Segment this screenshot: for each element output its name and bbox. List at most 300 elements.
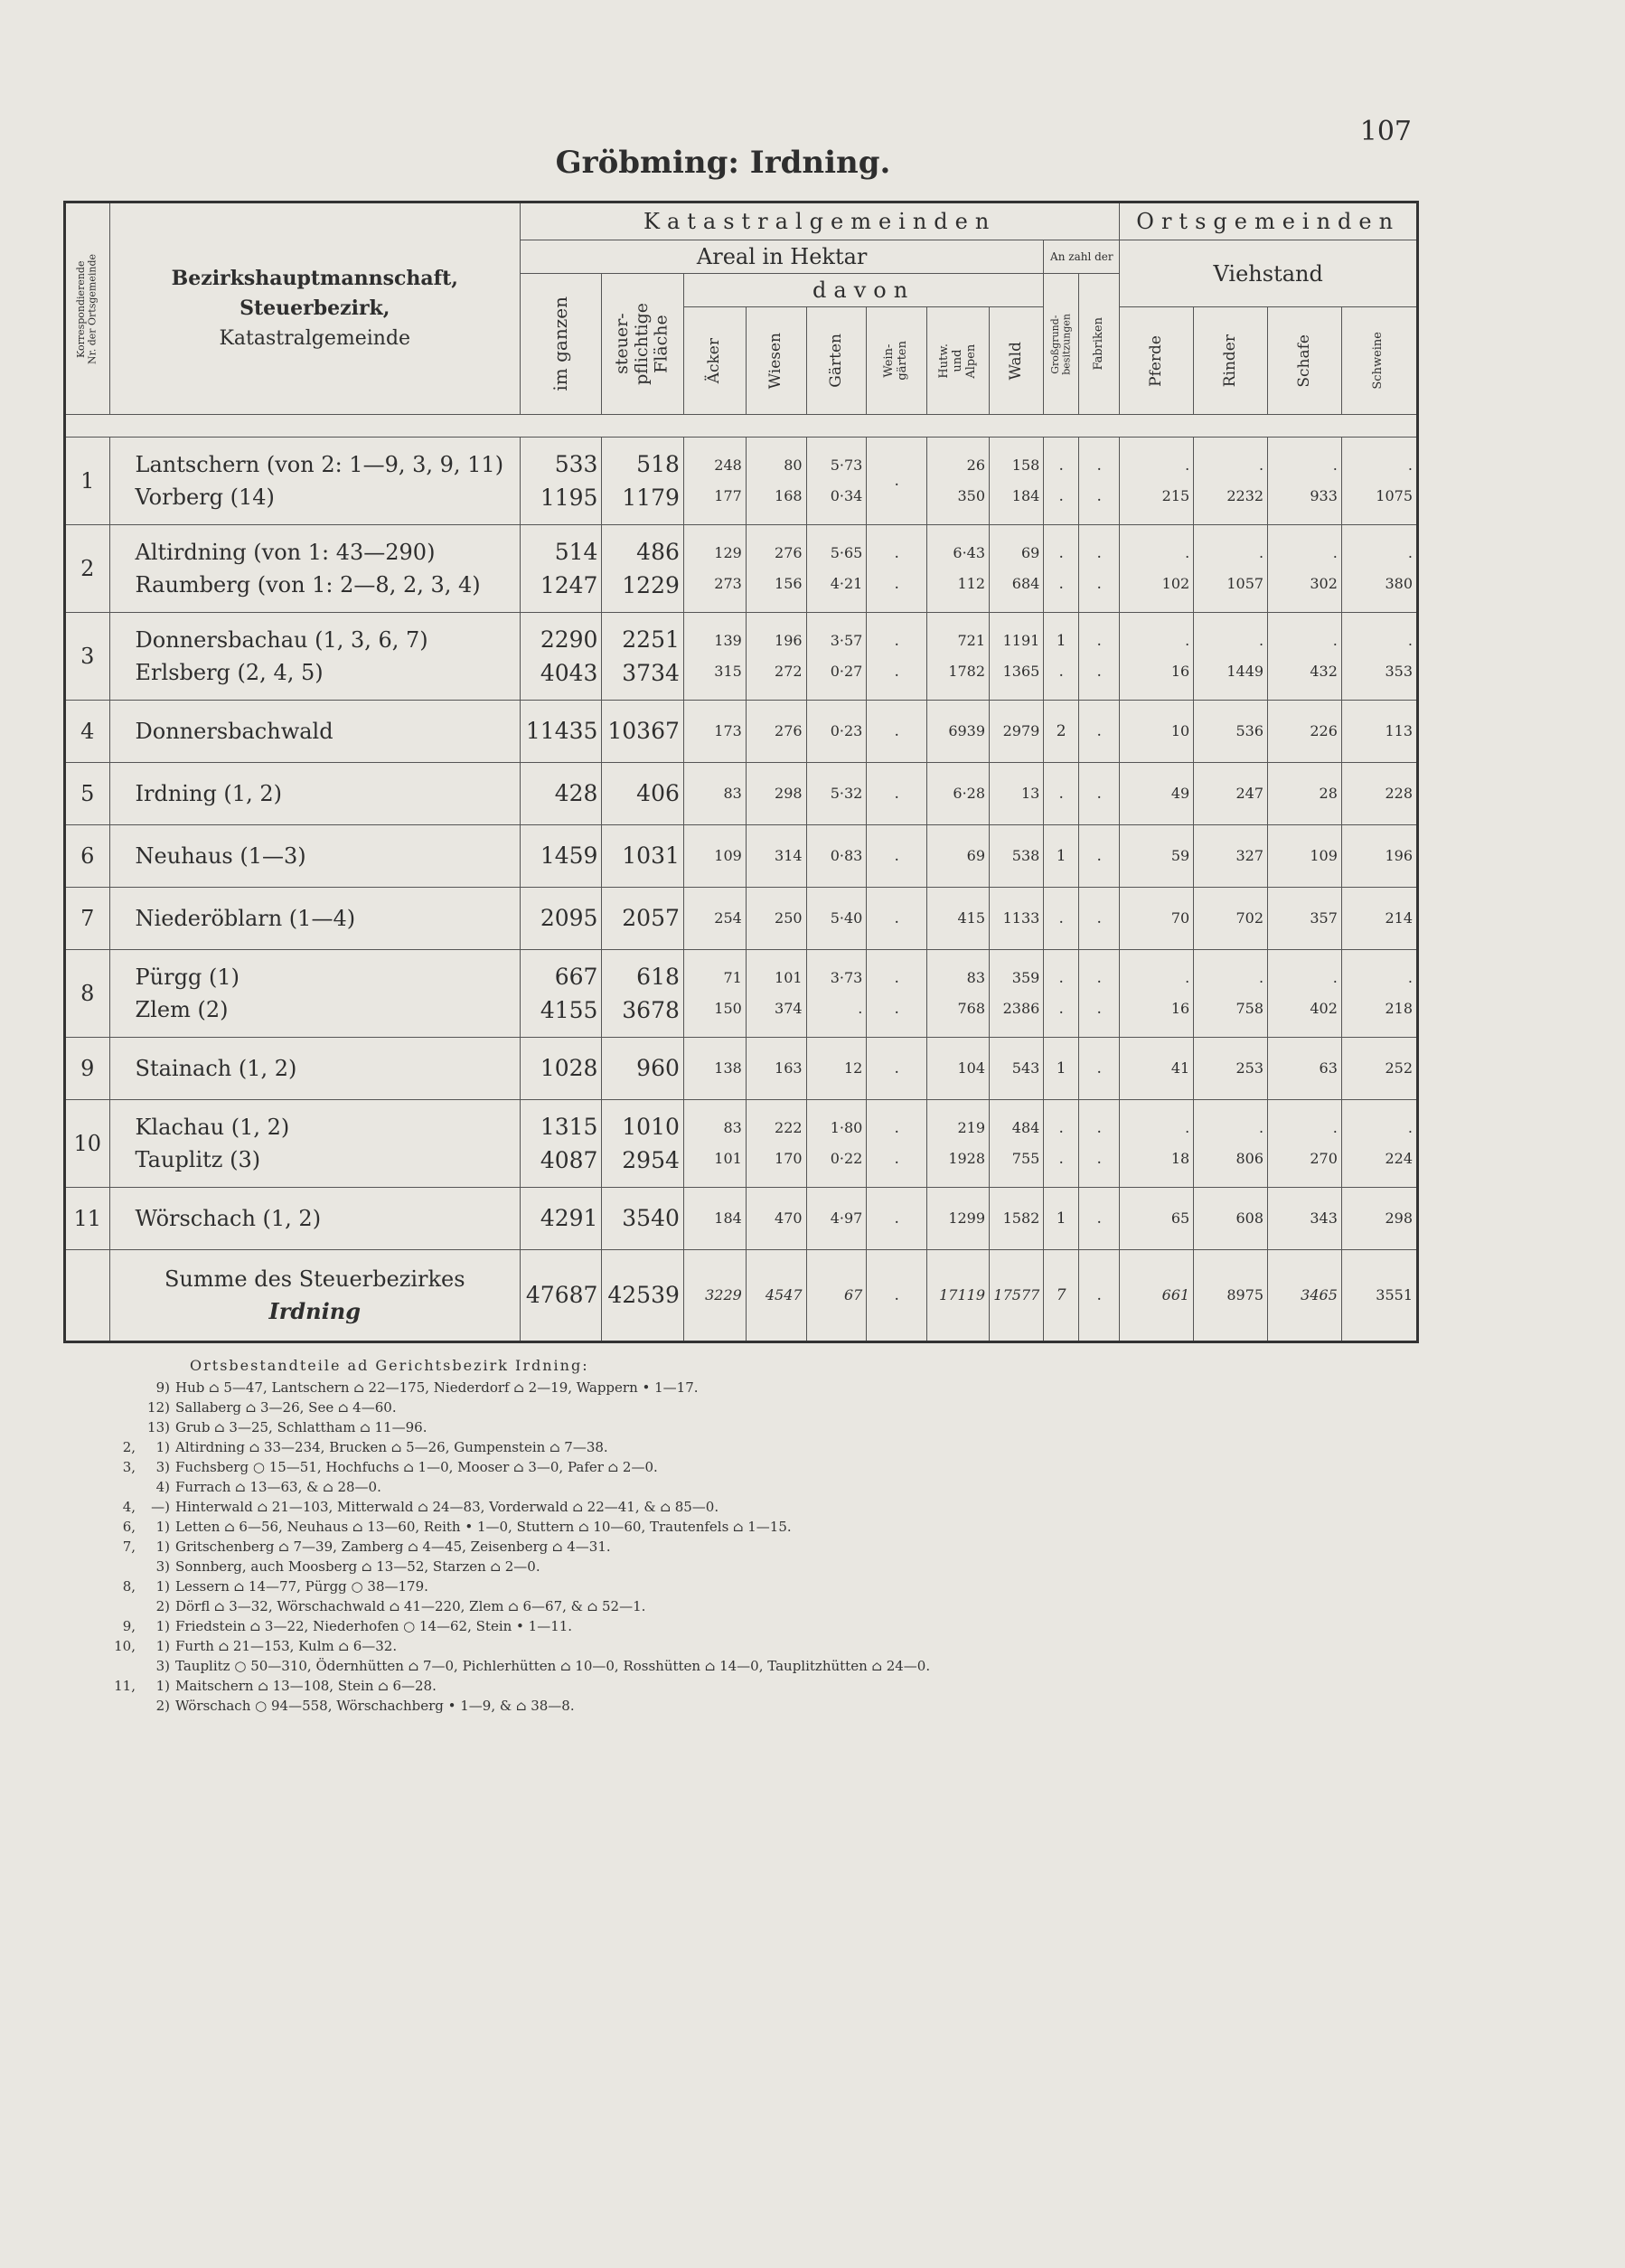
wiesen-cell xyxy=(746,825,806,888)
wein-value: . xyxy=(894,909,899,927)
hutw-cell xyxy=(927,701,990,763)
wein-cell xyxy=(867,1038,927,1100)
katastralgemeinde-name: Klachau (1, 2) xyxy=(135,1115,290,1140)
schafe-value: . xyxy=(1332,632,1338,650)
gaerten-value: 5·40 xyxy=(830,909,863,927)
footnote-line xyxy=(90,1696,1374,1716)
fab-cell xyxy=(1079,763,1120,825)
wein-cell xyxy=(867,1188,927,1250)
footnote-group xyxy=(90,1696,141,1716)
aecker-value: 273 xyxy=(714,575,742,592)
schafe-value: 226 xyxy=(1310,722,1338,740)
summary-wald: 17577 xyxy=(990,1250,1044,1342)
schafe-value: . xyxy=(1332,544,1338,562)
footnote-group xyxy=(90,1477,141,1497)
table-row xyxy=(65,1038,1418,1100)
steuer-cell xyxy=(602,525,683,613)
steuer-value: 486 xyxy=(636,538,680,565)
pferde-cell xyxy=(1120,1100,1194,1188)
wald-value: 1582 xyxy=(1002,1209,1040,1228)
pferde-value: 18 xyxy=(1170,1150,1190,1167)
summary-title: Summe des Steuerbezirkes xyxy=(164,1266,465,1292)
header-grossgrundbesitzungen: Großgrund- besitzungen xyxy=(1044,274,1079,415)
wein-value: . xyxy=(894,785,899,803)
ganz-cell xyxy=(520,950,601,1038)
wald-value: 1191 xyxy=(1002,632,1040,650)
wald-cell xyxy=(990,1100,1044,1188)
gaerten-value: 5·65 xyxy=(830,544,863,562)
footnote-group xyxy=(90,1557,141,1576)
hutw-cell xyxy=(927,438,990,525)
ganz-value: 2290 xyxy=(540,626,598,653)
footnote-text: Sonnberg, auch Moosberg ⌂ 13—52, Starzen ⌂ 2—0. xyxy=(175,1558,540,1575)
pferde-value: 49 xyxy=(1170,785,1190,803)
header-areal: Areal in Hektar xyxy=(520,240,1043,274)
footnote-text: Fuchsberg ○ 15—51, Hochfuchs ⌂ 1—0, Mooser ⌂ 3—0, Pafer ⌂ 2—0. xyxy=(175,1459,658,1475)
katastralgemeinde-name: Vorberg (14) xyxy=(135,485,275,510)
gross-cell xyxy=(1044,701,1079,763)
fab-value: . xyxy=(1096,456,1102,475)
steuer-value: 2954 xyxy=(622,1147,680,1173)
summary-schafe: 3465 xyxy=(1268,1250,1342,1342)
summary-pferde: 661 xyxy=(1120,1250,1194,1342)
fab-cell xyxy=(1079,701,1120,763)
gaerten-value: 0·23 xyxy=(830,722,863,740)
ganz-value: 1315 xyxy=(540,1113,598,1140)
ganz-value: 4155 xyxy=(540,997,598,1023)
schweine-value: . xyxy=(1407,544,1413,562)
footnote-index: 2) xyxy=(155,1598,170,1614)
wiesen-value: 314 xyxy=(775,847,803,865)
wein-value: . xyxy=(894,663,899,681)
steuer-cell xyxy=(602,1188,683,1250)
wald-cell xyxy=(990,613,1044,701)
hutw-cell xyxy=(927,825,990,888)
ganz-value: 1247 xyxy=(540,572,598,598)
row-number: 6 xyxy=(65,825,110,888)
wald-cell xyxy=(990,438,1044,525)
row-names xyxy=(109,525,520,613)
gross-cell xyxy=(1044,950,1079,1038)
ganz-value: 2095 xyxy=(540,905,598,932)
wald-cell xyxy=(990,1038,1044,1100)
schafe-cell xyxy=(1268,1188,1342,1250)
header-ortsgemeinden: Ortsgemeinden xyxy=(1120,202,1418,240)
katastralgemeinde-name: Donnersbachwald xyxy=(135,719,333,744)
footnote-index: 1) xyxy=(155,1678,170,1694)
gaerten-cell xyxy=(806,825,867,888)
katastralgemeinde-name: Niederöblarn (1—4) xyxy=(135,906,356,931)
summary-hutw: 17119 xyxy=(927,1250,990,1342)
wein-value: . xyxy=(894,1000,899,1018)
wein-value: . xyxy=(894,847,899,865)
ganz-cell xyxy=(520,525,601,613)
footnote-line xyxy=(90,1676,1374,1696)
fab-value: . xyxy=(1096,1119,1102,1137)
aecker-value: 315 xyxy=(714,663,742,680)
summary-row xyxy=(65,1250,1418,1342)
aecker-cell xyxy=(683,525,746,613)
steuer-cell xyxy=(602,1038,683,1100)
header-gaerten: Gärten xyxy=(806,307,867,415)
schweine-value: 196 xyxy=(1385,847,1413,865)
footnote-index: 3) xyxy=(155,1558,170,1575)
steuer-cell xyxy=(602,950,683,1038)
fab-value: . xyxy=(1096,1150,1102,1168)
wiesen-cell xyxy=(746,525,806,613)
footnote-line xyxy=(90,1497,1374,1517)
fab-value: . xyxy=(1096,969,1102,987)
footnote-text: Furrach ⌂ 13—63, & ⌂ 28—0. xyxy=(175,1479,381,1495)
schweine-value: . xyxy=(1407,1119,1413,1137)
aecker-value: 83 xyxy=(723,1119,742,1137)
gross-cell xyxy=(1044,1038,1079,1100)
wald-value: 69 xyxy=(1020,544,1040,562)
schweine-value: . xyxy=(1407,632,1413,650)
schweine-cell xyxy=(1341,1100,1417,1188)
rinder-cell xyxy=(1194,438,1268,525)
gaerten-cell xyxy=(806,1038,867,1100)
rinder-value: 327 xyxy=(1235,847,1264,865)
ganz-cell xyxy=(520,701,601,763)
aecker-value: 139 xyxy=(714,632,742,650)
statistics-table xyxy=(63,201,1419,1343)
pferde-cell xyxy=(1120,825,1194,888)
aecker-value: 177 xyxy=(714,487,742,504)
schweine-cell xyxy=(1341,1038,1417,1100)
row-number: 10 xyxy=(65,1100,110,1188)
pferde-cell xyxy=(1120,613,1194,701)
row-names xyxy=(109,613,520,701)
footnote-text: Letten ⌂ 6—56, Neuhaus ⌂ 13—60, Reith • 1—0, Stuttern ⌂ 10—60, Trautenfels ⌂ 1—15. xyxy=(175,1519,792,1535)
aecker-value: 129 xyxy=(714,544,742,562)
schweine-value: 353 xyxy=(1385,663,1413,680)
hutw-cell xyxy=(927,525,990,613)
schafe-value: 402 xyxy=(1310,1000,1338,1017)
schafe-value: 302 xyxy=(1310,575,1338,592)
footnote-index: 2) xyxy=(155,1698,170,1714)
fab-value: . xyxy=(1096,785,1102,803)
footnote-line xyxy=(90,1457,1374,1477)
row-names xyxy=(109,1188,520,1250)
rinder-value: 608 xyxy=(1235,1209,1264,1228)
wiesen-value: 272 xyxy=(775,663,803,680)
aecker-cell xyxy=(683,763,746,825)
footnote-text: Gritschenberg ⌂ 7—39, Zamberg ⌂ 4—45, Zeisenberg ⌂ 4—31. xyxy=(175,1539,611,1555)
footnote-line xyxy=(90,1596,1374,1616)
schafe-value: 933 xyxy=(1310,487,1338,504)
katastralgemeinde-name: Altirdning (von 1: 43—290) xyxy=(135,540,436,565)
steuer-value: 2057 xyxy=(622,905,680,932)
footnote-text: Grub ⌂ 3—25, Schlattham ⌂ 11—96. xyxy=(175,1419,427,1435)
footnote-group: 3, xyxy=(122,1459,136,1475)
steuer-cell xyxy=(602,825,683,888)
aecker-cell xyxy=(683,950,746,1038)
steuer-cell xyxy=(602,438,683,525)
gross-value: 2 xyxy=(1056,722,1066,740)
katastralgemeinde-name: Raumberg (von 1: 2—8, 2, 3, 4) xyxy=(135,572,481,598)
footnote-group: 8, xyxy=(122,1578,136,1595)
summary-fab: . xyxy=(1079,1250,1120,1342)
wald-cell xyxy=(990,825,1044,888)
steuer-value: 1229 xyxy=(622,572,680,598)
hutw-cell xyxy=(927,1188,990,1250)
pferde-value: 102 xyxy=(1161,575,1190,592)
footnote-group: 9, xyxy=(122,1618,136,1634)
schafe-cell xyxy=(1268,701,1342,763)
wein-cell xyxy=(867,613,927,701)
aecker-value: 254 xyxy=(714,909,742,927)
summary-label xyxy=(109,1250,520,1342)
hutw-value: 1782 xyxy=(948,663,986,680)
footnote-index: 12) xyxy=(147,1399,170,1416)
gaerten-value: . xyxy=(858,1000,863,1017)
footnote-line xyxy=(90,1477,1374,1497)
wald-value: 2979 xyxy=(1002,722,1040,740)
gaerten-cell xyxy=(806,950,867,1038)
hutw-value: 721 xyxy=(957,632,986,650)
header-anzahl: An zahl der xyxy=(1044,240,1120,274)
hutw-value: 415 xyxy=(957,909,986,927)
footnote-index: 1) xyxy=(155,1638,170,1654)
wein-value: . xyxy=(894,1119,899,1137)
gaerten-value: 1·80 xyxy=(830,1119,863,1137)
rinder-value: 702 xyxy=(1235,909,1264,927)
fab-cell xyxy=(1079,888,1120,950)
gaerten-value: 5·32 xyxy=(830,785,863,803)
pferde-value: 215 xyxy=(1161,487,1190,504)
wald-cell xyxy=(990,701,1044,763)
hutw-value: 1299 xyxy=(948,1209,986,1228)
fab-value: . xyxy=(1096,632,1102,650)
aecker-value: 109 xyxy=(714,847,742,865)
footnote-group xyxy=(90,1398,141,1417)
footnote-text: Sallaberg ⌂ 3—26, See ⌂ 4—60. xyxy=(175,1399,397,1416)
schweine-value: 1075 xyxy=(1376,487,1413,504)
ganz-cell xyxy=(520,825,601,888)
row-names xyxy=(109,1038,520,1100)
header-hutweiden-alpen: Hutw. und Alpen xyxy=(927,307,990,415)
pferde-value: 41 xyxy=(1170,1059,1190,1078)
fab-value: . xyxy=(1096,1209,1102,1228)
wald-value: 543 xyxy=(1011,1059,1040,1078)
wiesen-cell xyxy=(746,950,806,1038)
gaerten-value: 3·73 xyxy=(830,969,863,987)
gaerten-cell xyxy=(806,1188,867,1250)
footnote-group xyxy=(90,1596,141,1616)
footnote-group: 11, xyxy=(114,1678,136,1694)
ganz-value: 4043 xyxy=(540,660,598,686)
wald-value: 1365 xyxy=(1002,663,1040,680)
aecker-value: 101 xyxy=(714,1150,742,1167)
hutw-cell xyxy=(927,1100,990,1188)
gross-value: . xyxy=(1058,544,1064,562)
fab-value: . xyxy=(1096,909,1102,927)
rinder-cell xyxy=(1194,950,1268,1038)
wein-value: . xyxy=(894,722,899,740)
wiesen-value: 250 xyxy=(775,909,803,927)
footnote-index: 1) xyxy=(155,1578,170,1595)
ganz-cell xyxy=(520,1100,601,1188)
gross-cell xyxy=(1044,888,1079,950)
table-row xyxy=(65,525,1418,613)
footnote-text: Furth ⌂ 21—153, Kulm ⌂ 6—32. xyxy=(175,1638,398,1654)
footnote-line xyxy=(90,1398,1374,1417)
row-names xyxy=(109,950,520,1038)
row-number: 2 xyxy=(65,525,110,613)
pferde-value: 70 xyxy=(1170,909,1190,927)
wald-value: 2386 xyxy=(1002,1000,1040,1017)
wein-value: . xyxy=(894,575,899,593)
rinder-value: . xyxy=(1258,544,1264,562)
summary-gaerten: 67 xyxy=(806,1250,867,1342)
wiesen-value: 163 xyxy=(775,1059,803,1078)
ganz-cell xyxy=(520,1038,601,1100)
wein-value: . xyxy=(894,969,899,987)
header-fabriken: Fabriken xyxy=(1079,274,1120,415)
summary-rinder: 8975 xyxy=(1194,1250,1268,1342)
footnote-line xyxy=(90,1417,1374,1437)
ganz-value: 1459 xyxy=(540,842,598,870)
footnote-line xyxy=(90,1576,1374,1596)
gaerten-value: 0·34 xyxy=(830,487,863,504)
rinder-value: 1449 xyxy=(1226,663,1264,680)
fab-value: . xyxy=(1096,663,1102,681)
header-wiesen: Wiesen xyxy=(746,307,806,415)
rinder-value: . xyxy=(1258,456,1264,475)
table-row xyxy=(65,1100,1418,1188)
wein-cell xyxy=(867,763,927,825)
fab-cell xyxy=(1079,1038,1120,1100)
rinder-cell xyxy=(1194,1038,1268,1100)
katastralgemeinde-name: Donnersbachau (1, 3, 6, 7) xyxy=(135,627,428,653)
footnote-text: Dörfl ⌂ 3—32, Wörschachwald ⌂ 41—220, Zlem ⌂ 6—67, & ⌂ 52—1. xyxy=(175,1598,646,1614)
wein-value: . xyxy=(894,472,899,490)
footnotes-title: Ortsbestandteile ad Gerichtsbezirk Irdning: xyxy=(190,1357,589,1374)
wein-cell xyxy=(867,438,927,525)
footnote-line xyxy=(90,1378,1374,1398)
hutw-value: 112 xyxy=(957,575,986,592)
schafe-cell xyxy=(1268,825,1342,888)
rinder-value: 253 xyxy=(1235,1059,1264,1078)
footnote-index: 4) xyxy=(155,1479,170,1495)
wiesen-value: 170 xyxy=(775,1150,803,1167)
fab-cell xyxy=(1079,1100,1120,1188)
pferde-cell xyxy=(1120,438,1194,525)
steuer-cell xyxy=(602,613,683,701)
ganz-value: 11435 xyxy=(525,718,598,745)
gross-value: . xyxy=(1058,1119,1064,1137)
hutw-cell xyxy=(927,613,990,701)
page-number: 107 xyxy=(1359,116,1412,147)
steuer-value: 1179 xyxy=(622,485,680,511)
footnote-line xyxy=(90,1537,1374,1557)
wein-cell xyxy=(867,888,927,950)
row-names xyxy=(109,888,520,950)
ganz-value: 667 xyxy=(554,963,598,990)
hutw-cell xyxy=(927,763,990,825)
schafe-cell xyxy=(1268,525,1342,613)
footnotes xyxy=(90,1356,1374,1716)
steuer-cell xyxy=(602,763,683,825)
wald-value: 755 xyxy=(1011,1150,1040,1167)
wiesen-value: 101 xyxy=(775,969,803,987)
header-steuerpflichtige-flaeche: steuer- pflichtige Fläche xyxy=(602,274,683,415)
hutw-cell xyxy=(927,888,990,950)
schafe-cell xyxy=(1268,1038,1342,1100)
row-number: 11 xyxy=(65,1188,110,1250)
footnote-group: 7, xyxy=(122,1539,136,1555)
gross-value: 1 xyxy=(1056,1209,1066,1228)
wald-value: 158 xyxy=(1011,456,1040,475)
rinder-cell xyxy=(1194,701,1268,763)
footnote-index: 3) xyxy=(155,1658,170,1674)
schweine-cell xyxy=(1341,888,1417,950)
katastralgemeinde-name: Erlsberg (2, 4, 5) xyxy=(135,660,324,685)
footnote-group: 2, xyxy=(122,1439,136,1455)
wiesen-cell xyxy=(746,1038,806,1100)
table-row xyxy=(65,701,1418,763)
summary-aecker: 3229 xyxy=(683,1250,746,1342)
wein-value: . xyxy=(894,632,899,650)
schafe-value: 432 xyxy=(1310,663,1338,680)
row-number: 1 xyxy=(65,438,110,525)
wald-cell xyxy=(990,950,1044,1038)
schweine-value: 214 xyxy=(1385,909,1413,927)
header-wald: Wald xyxy=(990,307,1044,415)
schweine-cell xyxy=(1341,701,1417,763)
schweine-value: 252 xyxy=(1385,1059,1413,1078)
footnote-index: 1) xyxy=(155,1539,170,1555)
footnote-group xyxy=(90,1656,141,1676)
wiesen-value: 374 xyxy=(775,1000,803,1017)
schafe-value: 343 xyxy=(1310,1209,1338,1228)
hutw-value: 768 xyxy=(957,1000,986,1017)
table-row xyxy=(65,950,1418,1038)
wald-value: 13 xyxy=(1020,785,1040,803)
rinder-cell xyxy=(1194,525,1268,613)
pferde-value: 16 xyxy=(1170,1000,1190,1017)
wiesen-value: 298 xyxy=(775,785,803,803)
steuer-value: 618 xyxy=(636,963,680,990)
schweine-value: 380 xyxy=(1385,575,1413,592)
wald-cell xyxy=(990,525,1044,613)
gaerten-value: 5·73 xyxy=(830,456,863,475)
footnote-group: 10, xyxy=(114,1638,136,1654)
footnote-index: —) xyxy=(151,1499,170,1515)
hutw-cell xyxy=(927,1038,990,1100)
aecker-cell xyxy=(683,888,746,950)
gross-value: . xyxy=(1058,909,1064,927)
wiesen-cell xyxy=(746,1188,806,1250)
gaerten-value: 12 xyxy=(843,1059,863,1078)
schafe-value: 63 xyxy=(1319,1059,1338,1078)
gross-cell xyxy=(1044,613,1079,701)
aecker-value: 71 xyxy=(723,969,742,987)
footnote-text: Altirdning ⌂ 33—234, Brucken ⌂ 5—26, Gumpenstein ⌂ 7—38. xyxy=(175,1439,608,1455)
gross-value: . xyxy=(1058,456,1064,475)
ganz-value: 4291 xyxy=(540,1205,598,1232)
gross-value: . xyxy=(1058,785,1064,803)
footnote-group xyxy=(90,1417,141,1437)
gaerten-cell xyxy=(806,525,867,613)
hutw-value: 6·28 xyxy=(953,785,986,803)
wald-cell xyxy=(990,763,1044,825)
rinder-cell xyxy=(1194,825,1268,888)
rinder-cell xyxy=(1194,613,1268,701)
schafe-value: . xyxy=(1332,456,1338,475)
row-number: 8 xyxy=(65,950,110,1038)
